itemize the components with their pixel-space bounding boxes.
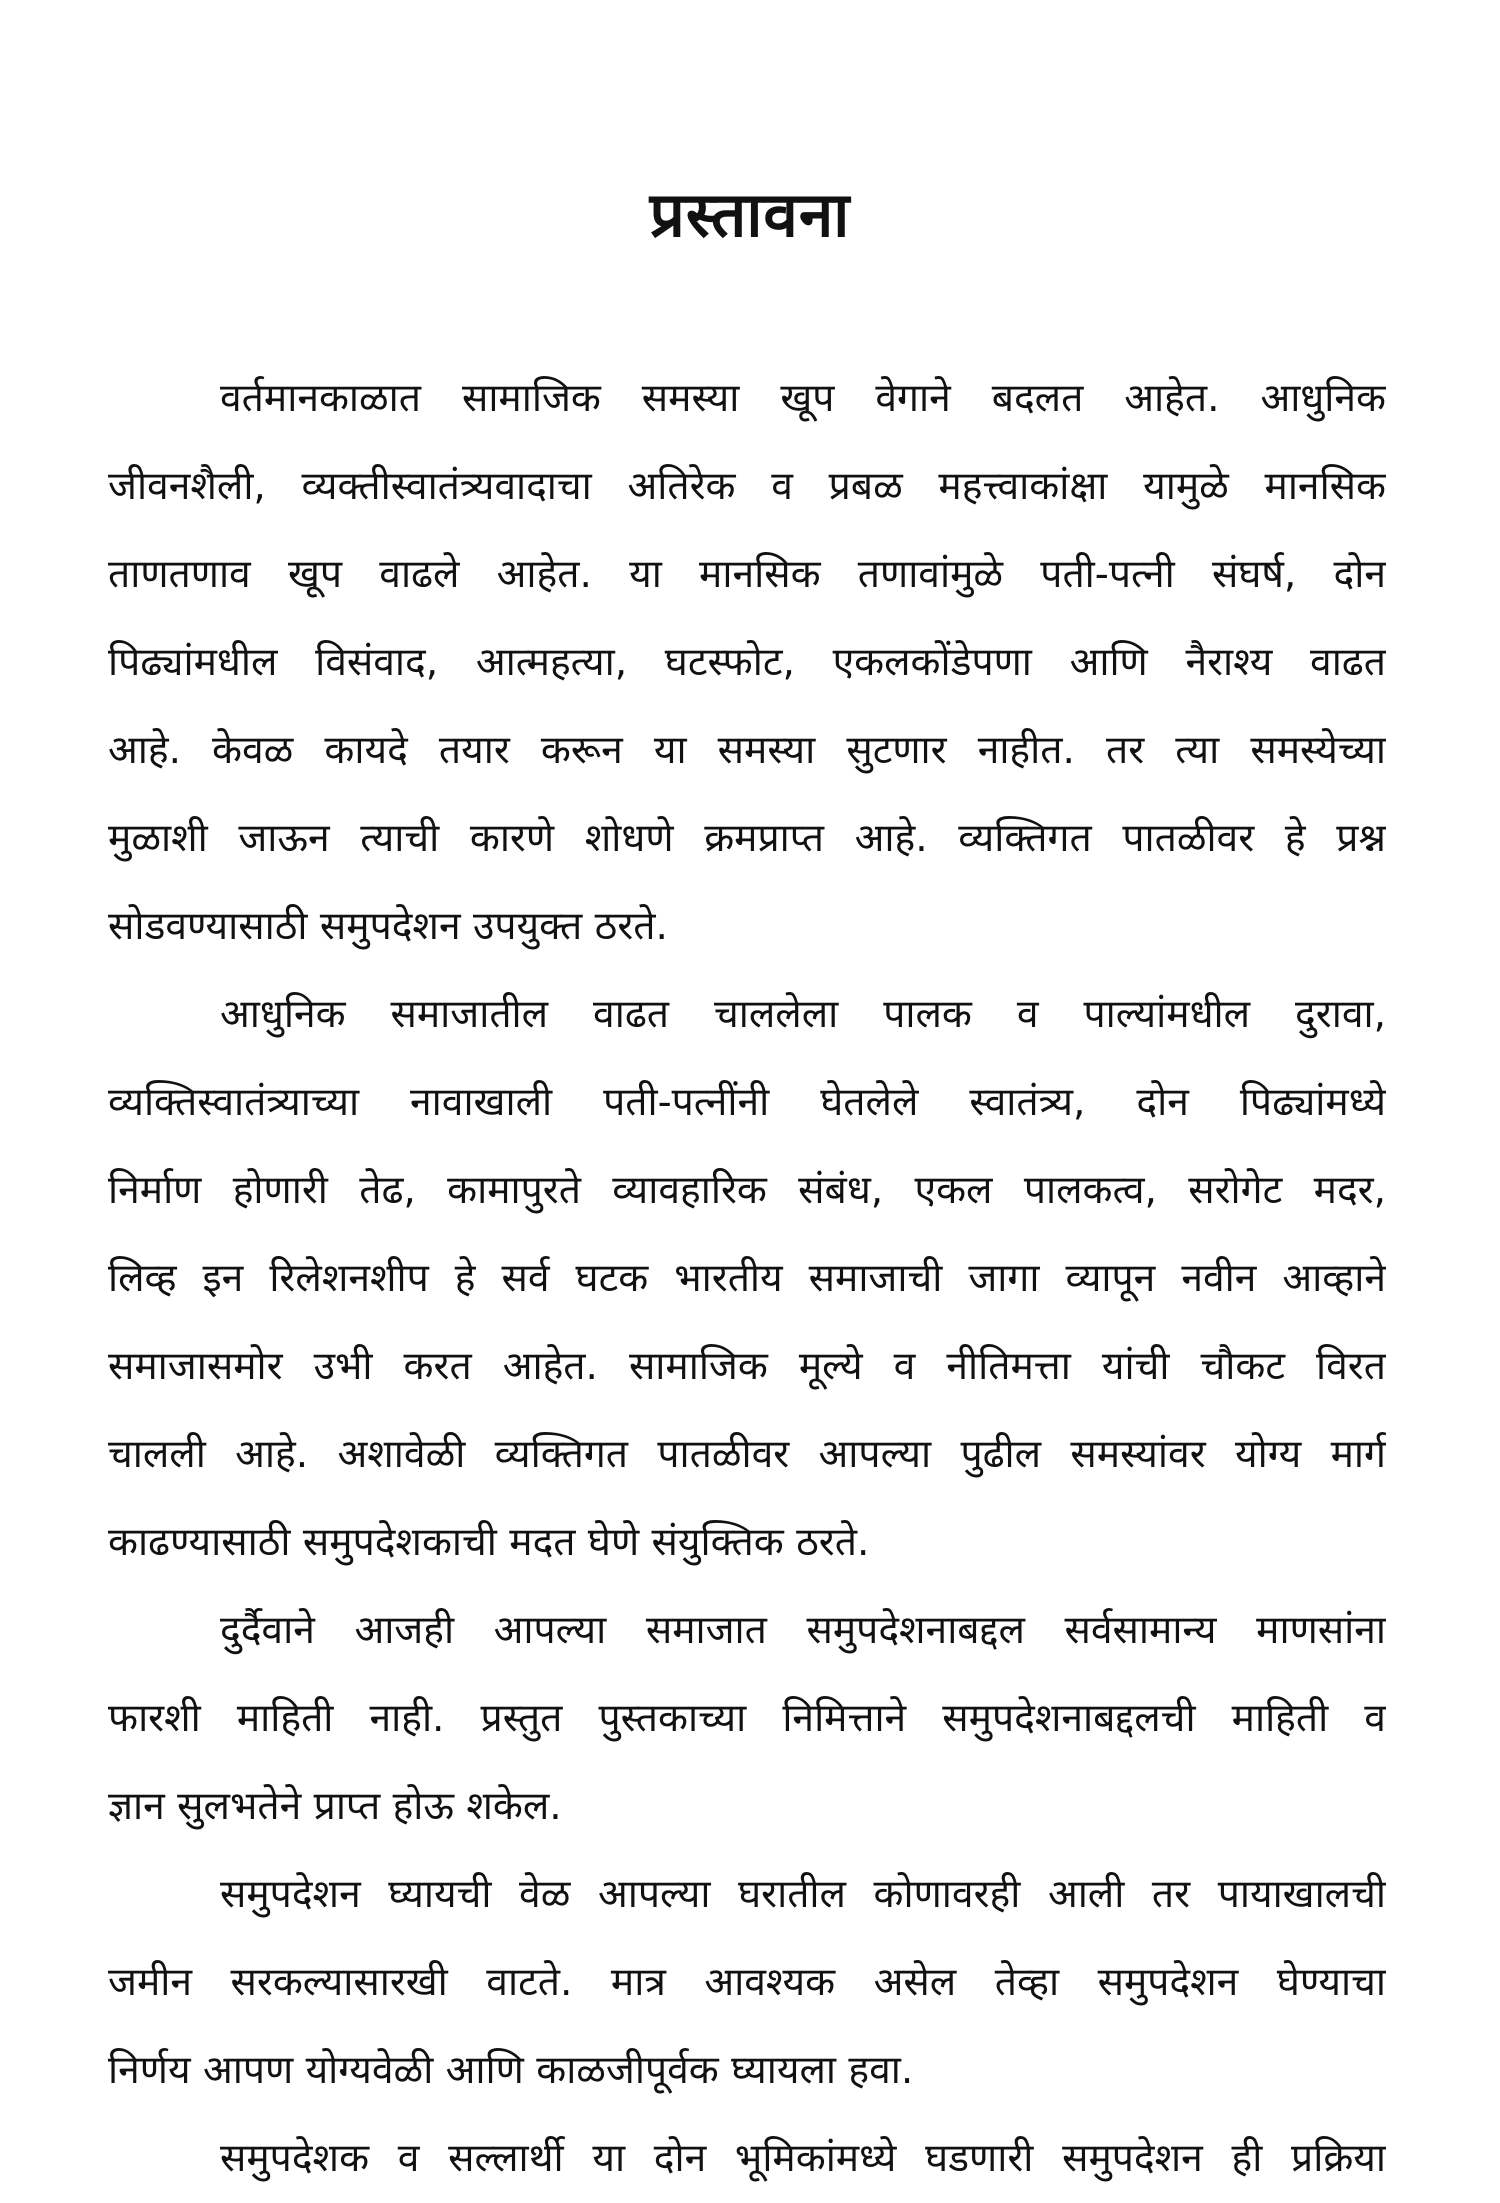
text-line: निर्णय आपण योग्यवेळी आणि काळजीपूर्वक घ्यायला हवा. — [108, 2048, 914, 2093]
text-line: सोडवण्यासाठी समुपदेशन उपयुक्त ठरते. — [108, 904, 668, 949]
text-line: समुपदेशक व सल्लार्थी या दोन भूमिकांमध्ये घडणारी समुपदेशन ही प्रक्रिया — [220, 2136, 1386, 2181]
text-line: आहे. केवळ कायदे तयार करून या समस्या सुटणार नाहीत. तर त्या समस्येच्या — [108, 728, 1386, 773]
text-line: आधुनिक समाजातील वाढत चाललेला पालक व पाल्यांमधील दुरावा, — [220, 992, 1386, 1037]
text-line: ताणतणाव खूप वाढले आहेत. या मानसिक तणावांमुळे पती-पत्नी संघर्ष, दोन — [108, 552, 1386, 597]
text-line: दुर्दैवाने आजही आपल्या समाजात समुपदेशनाबद्दल सर्वसामान्य माणसांना — [220, 1608, 1386, 1653]
page-title: प्रस्तावना — [649, 178, 851, 251]
text-line: मुळाशी जाऊन त्याची कारणे शोधणे क्रमप्राप्त आहे. व्यक्तिगत पातळीवर हे प्रश्न — [108, 816, 1386, 861]
text-line: निर्माण होणारी तेढ, कामापुरते व्यावहारिक संबंध, एकल पालकत्व, सरोगेट मदर, — [108, 1168, 1386, 1213]
text-line: लिव्ह इन रिलेशनशीप हे सर्व घटक भारतीय समाजाची जागा व्यापून नवीन आव्हाने — [108, 1256, 1386, 1301]
body-text — [108, 355, 1386, 2203]
text-line: समाजासमोर उभी करत आहेत. सामाजिक मूल्ये व नीतिमत्ता यांची चौकट विरत — [108, 1344, 1386, 1389]
text-line: वर्तमानकाळात सामाजिक समस्या खूप वेगाने बदलत आहेत. आधुनिक — [220, 376, 1386, 421]
text-line: ज्ञान सुलभतेने प्राप्त होऊ शकेल. — [108, 1784, 562, 1829]
text-line: काढण्यासाठी समुपदेशकाची मदत घेणे संयुक्तिक ठरते. — [108, 1520, 870, 1565]
text-line: समुपदेशन घ्यायची वेळ आपल्या घरातील कोणावरही आली तर पायाखालची — [220, 1872, 1386, 1917]
text-line: चालली आहे. अशावेळी व्यक्तिगत पातळीवर आपल्या पुढील समस्यांवर योग्य मार्ग — [108, 1432, 1386, 1477]
text-line: जीवनशैली, व्यक्तीस्वातंत्र्यवादाचा अतिरेक व प्रबळ महत्त्वाकांक्षा यामुळे मानसिक — [108, 464, 1386, 509]
text-line: जमीन सरकल्यासारखी वाटते. मात्र आवश्यक असेल तेव्हा समुपदेशन घेण्याचा — [108, 1960, 1386, 2005]
text-line: फारशी माहिती नाही. प्रस्तुत पुस्तकाच्या निमित्ताने समुपदेशनाबद्दलची माहिती व — [108, 1696, 1386, 1741]
text-line: पिढ्यांमधील विसंवाद, आत्महत्या, घटस्फोट, एकलकोंडेपणा आणि नैराश्य वाढत — [108, 640, 1386, 685]
text-line: व्यक्तिस्वातंत्र्याच्या नावाखाली पती-पत्नींनी घेतलेले स्वातंत्र्य, दोन पिढ्यांमध्ये — [108, 1080, 1386, 1125]
